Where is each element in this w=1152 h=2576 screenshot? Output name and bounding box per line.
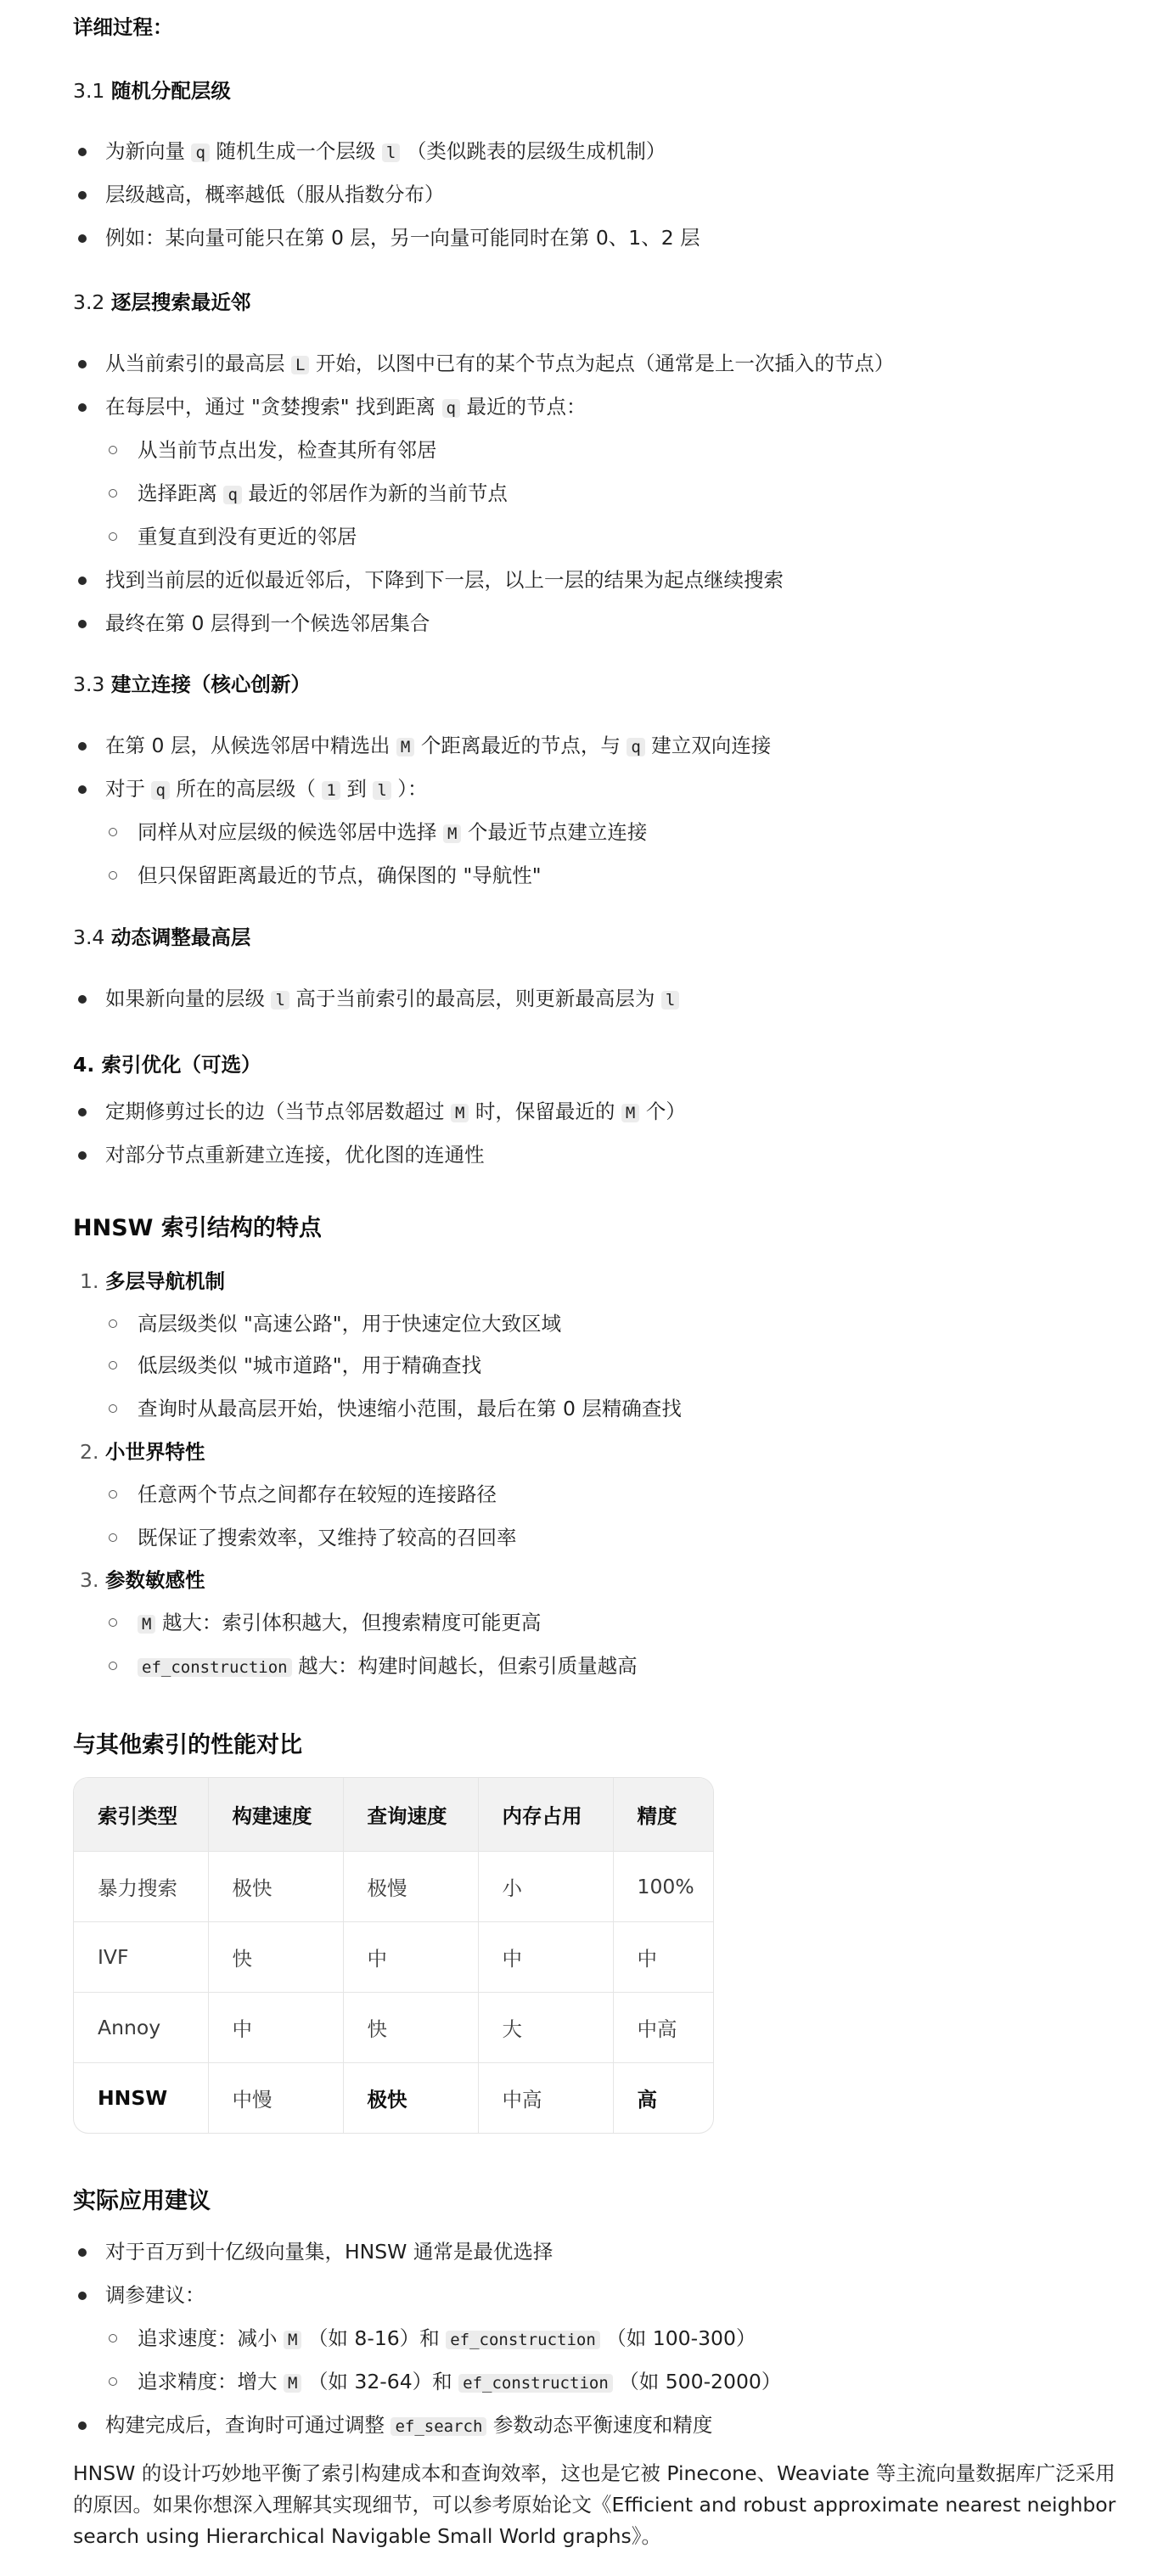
code-M: M — [451, 1104, 469, 1122]
section-3-1-heading — [73, 79, 231, 103]
table-cell: 极快 — [208, 1851, 343, 1921]
list-item: 在每层中，通过 "贪婪搜索" 找到距离 q 最近的节点： — [105, 395, 587, 419]
sub-list-item: 选择距离 q 最近的邻居作为新的当前节点 — [138, 481, 508, 505]
section-title: 随机分配层级 — [110, 79, 231, 103]
feature-title: 小世界特性 — [105, 1440, 205, 1464]
bullet-icon — [78, 577, 87, 585]
sub-list-item: 追求速度：减小 M （如 8-16）和 ef_construction （如 100-300） — [138, 2326, 756, 2350]
bullet-icon — [78, 620, 87, 628]
table-cell: 中高 — [478, 2062, 613, 2133]
comparison-heading: 与其他索引的性能对比 — [73, 1732, 302, 1758]
sub-bullet-icon — [109, 1618, 117, 1627]
table-row — [74, 1851, 713, 1921]
table-cell: IVF — [74, 1921, 208, 1992]
code-M: M — [621, 1104, 639, 1122]
code-L: L — [291, 356, 309, 374]
sub-list-item: 同样从对应层级的候选邻居中选择 M 个最近节点建立连接 — [138, 820, 648, 844]
bullet-icon — [78, 234, 87, 243]
sub-bullet-icon — [109, 446, 117, 454]
table-cell: 100% — [613, 1851, 713, 1921]
table-cell: 暴力搜索 — [74, 1851, 208, 1921]
bullet-icon — [78, 191, 87, 200]
code-l: l — [373, 781, 391, 800]
table-header-row — [74, 1778, 713, 1851]
sub-bullet-icon — [109, 1361, 117, 1370]
sub-bullet-icon — [109, 1490, 117, 1499]
sub-bullet-icon — [109, 871, 117, 880]
table-cell: Annoy — [74, 1992, 208, 2062]
sub-list-item: 任意两个节点之间都存在较短的连接路径 — [138, 1482, 497, 1506]
sub-list-item: M 越大：索引体积越大，但搜索精度可能更高 — [138, 1611, 541, 1634]
code-q: q — [627, 738, 644, 756]
practice-heading: 实际应用建议 — [73, 2188, 211, 2214]
section-number: 3.2 — [73, 290, 105, 314]
table-cell: 小 — [478, 1851, 613, 1921]
column-header: 构建速度 — [208, 1778, 343, 1851]
list-item: 如果新向量的层级 l 高于当前索引的最高层，则更新最高层为 l — [105, 987, 679, 1010]
list-item: 层级越高，概率越低（服从指数分布） — [105, 183, 445, 206]
code-q: q — [223, 486, 241, 504]
bullet-icon — [78, 1151, 87, 1160]
code-l: l — [661, 991, 679, 1010]
list-item: 为新向量 q 随机生成一个层级 l （类似跳表的层级生成机制） — [105, 139, 666, 163]
table-cell: 快 — [343, 1992, 478, 2062]
list-item: 调参建议： — [105, 2283, 205, 2307]
sub-list-item: 既保证了搜索效率，又维持了较高的召回率 — [138, 1526, 517, 1550]
section-3-3-heading — [73, 672, 311, 696]
list-item: 在第 0 层，从候选邻居中精选出 M 个距离最近的节点，与 q 建立双向连接 — [105, 734, 772, 757]
list-item: 对部分节点重新建立连接，优化图的连通性 — [105, 1143, 485, 1167]
bullet-icon — [78, 148, 87, 156]
column-header: 索引类型 — [74, 1778, 208, 1851]
table-cell: 中高 — [613, 1992, 713, 2062]
table-cell: 极快 — [343, 2062, 478, 2133]
list-item: 最终在第 0 层得到一个候选邻居集合 — [105, 611, 430, 635]
sub-list-item: 重复直到没有更近的邻居 — [138, 525, 357, 548]
section-3-4-heading — [73, 925, 250, 949]
sub-list-item: 低层级类似 "城市道路"，用于精确查找 — [138, 1353, 482, 1377]
bullet-icon — [78, 403, 87, 412]
section-title: 逐层搜索最近邻 — [110, 290, 251, 314]
list-number: 1. — [80, 1269, 99, 1293]
list-item: 定期修剪过长的边（当节点邻居数超过 M 时，保留最近的 M 个） — [105, 1100, 686, 1123]
code-q: q — [191, 143, 209, 162]
table-cell: 快 — [208, 1921, 343, 1992]
sub-list-item: 高层级类似 "高速公路"，用于快速定位大致区域 — [138, 1312, 562, 1336]
code-M: M — [284, 2374, 301, 2393]
table-cell: 中慢 — [208, 2062, 343, 2133]
section-title: 建立连接（核心创新） — [110, 672, 311, 696]
list-number: 2. — [80, 1440, 99, 1464]
bullet-icon — [78, 2248, 87, 2257]
list-item: 找到当前层的近似最近邻后，下降到下一层，以上一层的结果为起点继续搜索 — [105, 568, 784, 592]
sub-list-item: 追求精度：增大 M （如 32-64）和 ef_construction （如 500-2000） — [138, 2370, 782, 2393]
list-number: 3. — [80, 1568, 99, 1592]
code-1: 1 — [322, 781, 340, 800]
section-4-heading: 4. 索引优化（可选） — [73, 1053, 261, 1077]
bullet-icon — [78, 1108, 87, 1116]
code-M: M — [138, 1615, 155, 1634]
feature-title: 参数敏感性 — [105, 1568, 205, 1592]
sub-list-item: 从当前节点出发，检查其所有邻居 — [138, 438, 437, 462]
table-cell: 中 — [208, 1992, 343, 2062]
sub-bullet-icon — [109, 1662, 117, 1670]
comparison-table — [73, 1777, 714, 2134]
code-ef-construction: ef_construction — [138, 1658, 292, 1677]
sub-bullet-icon — [109, 2377, 117, 2386]
list-item: 例如：某向量可能只在第 0 层，另一向量可能同时在第 0、1、2 层 — [105, 226, 700, 250]
bullet-icon — [78, 742, 87, 751]
closing-paragraph: HNSW 的设计巧妙地平衡了索引构建成本和查询效率，这也是它被 Pinecone、Weaviate 等主流向量数据库广泛采用的原因。如果你想深入理解其实现细节，可以参考原始论文《Efficient and robust approximate nearest neighbor search using Hierarchical Navigable Small World graphs》。 — [73, 2461, 1116, 2548]
feature-title: 多层导航机制 — [105, 1269, 225, 1293]
list-item: 从当前索引的最高层 L 开始，以图中已有的某个节点为起点（通常是上一次插入的节点） — [105, 352, 895, 375]
code-l: l — [382, 143, 400, 162]
bullet-icon — [78, 2292, 87, 2300]
features-heading: HNSW 索引结构的特点 — [73, 1215, 322, 1241]
sub-bullet-icon — [109, 489, 117, 498]
detail-heading: 详细过程： — [73, 15, 173, 39]
section-number: 3.4 — [73, 925, 105, 949]
sub-bullet-icon — [109, 532, 117, 541]
list-item: 构建完成后，查询时可通过调整 ef_search 参数动态平衡速度和精度 — [105, 2413, 713, 2437]
list-item: 对于 q 所在的高层级（ 1 到 l ）： — [105, 777, 428, 801]
table-row-hnsw — [74, 2062, 713, 2133]
code-q: q — [151, 781, 169, 800]
code-ef-construction: ef_construction — [446, 2331, 600, 2349]
table-cell: 大 — [478, 1992, 613, 2062]
sub-bullet-icon — [109, 828, 117, 836]
bullet-icon — [78, 785, 87, 794]
code-M: M — [443, 824, 461, 843]
table-cell: 极慢 — [343, 1851, 478, 1921]
column-header: 精度 — [613, 1778, 713, 1851]
table-row — [74, 1992, 713, 2062]
sub-bullet-icon — [109, 1533, 117, 1542]
table-cell: 中 — [478, 1921, 613, 1992]
sub-list-item: 但只保留距离最近的节点，确保图的 "导航性" — [138, 863, 542, 887]
table-cell: 高 — [637, 2087, 657, 2112]
column-header: 查询速度 — [343, 1778, 478, 1851]
section-number: 3.1 — [73, 79, 105, 103]
sub-list-item: ef_construction 越大：构建时间越长，但索引质量越高 — [138, 1654, 638, 1678]
code-ef-search: ef_search — [391, 2417, 486, 2436]
section-3-2-heading — [73, 290, 250, 314]
sub-bullet-icon — [109, 2334, 117, 2343]
list-item: 对于百万到十亿级向量集，HNSW 通常是最优选择 — [105, 2240, 554, 2264]
sub-list-item: 查询时从最高层开始，快速缩小范围，最后在第 0 层精确查找 — [138, 1397, 682, 1420]
sub-bullet-icon — [109, 1404, 117, 1413]
section-number: 3.3 — [73, 672, 105, 696]
table-cell: 中 — [343, 1921, 478, 1992]
section-title: 动态调整最高层 — [110, 925, 251, 949]
table-cell: HNSW — [74, 2062, 208, 2133]
bullet-icon — [78, 360, 87, 368]
code-M: M — [396, 738, 414, 756]
code-q: q — [442, 399, 460, 418]
code-ef-construction: ef_construction — [458, 2374, 613, 2393]
table-row — [74, 1921, 713, 1992]
code-M: M — [284, 2331, 301, 2349]
bullet-icon — [78, 2421, 87, 2430]
sub-bullet-icon — [109, 1319, 117, 1328]
code-l: l — [271, 991, 289, 1010]
column-header: 内存占用 — [478, 1778, 613, 1851]
bullet-icon — [78, 995, 87, 1004]
table-cell: 中 — [613, 1921, 713, 1992]
